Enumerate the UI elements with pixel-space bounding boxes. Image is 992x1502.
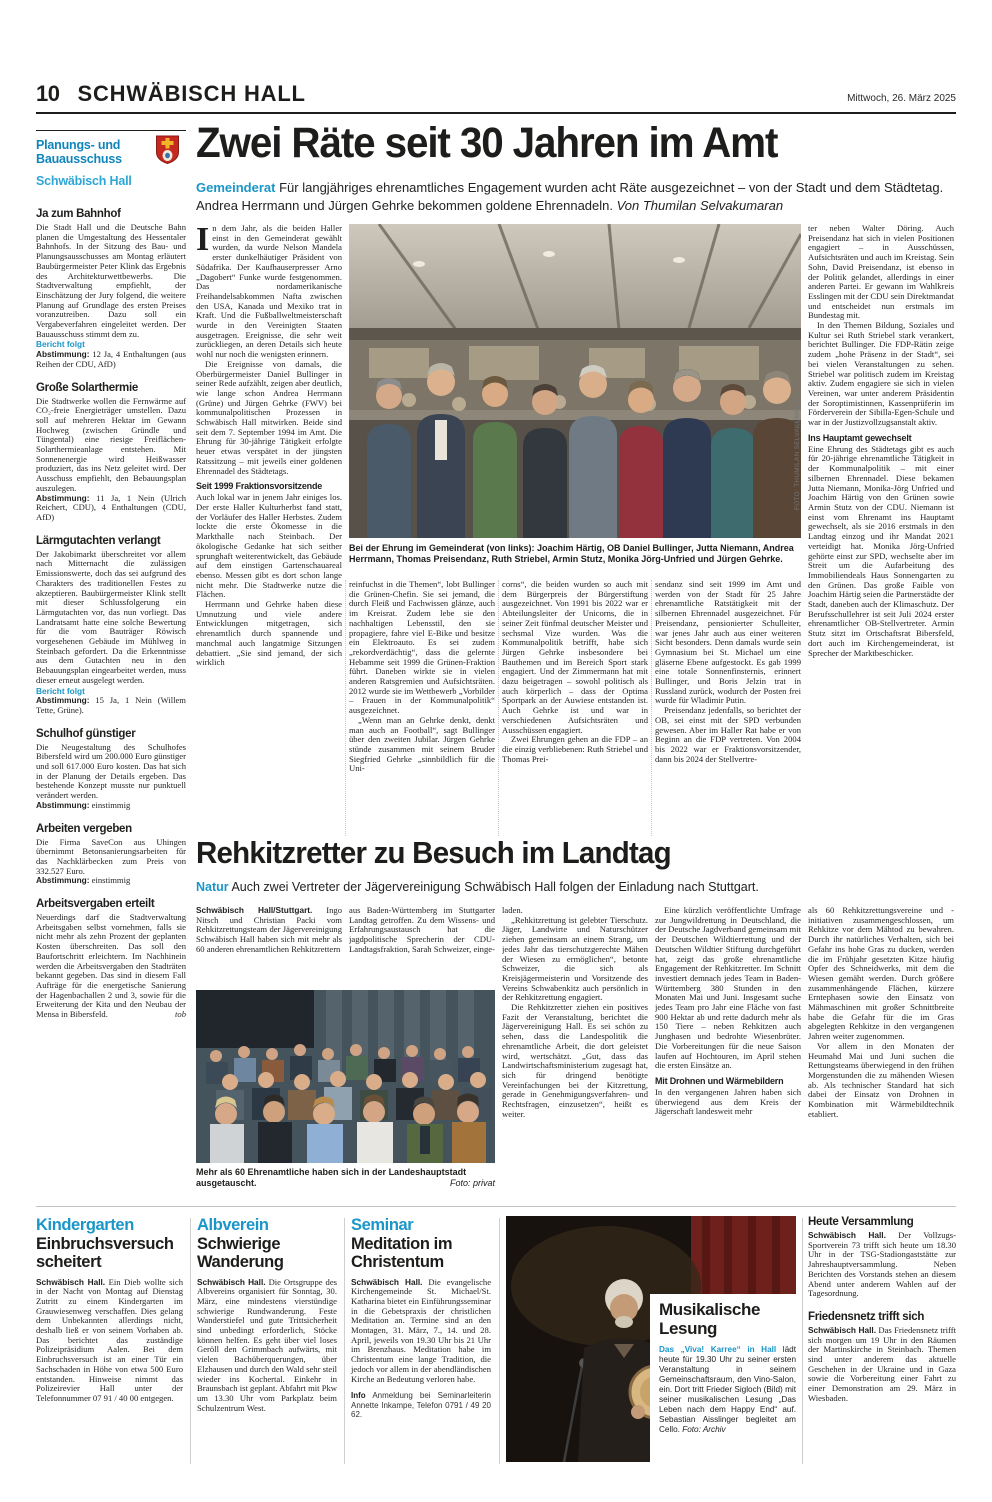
sidebar-article-text: Die Neugestaltung des Schulhofes Bibersfeld wird um 200.000 Euro günstiger und soll 617.000 Euro kosten. Das hat sich in der Planung der Details ergeben. Das bestehende Konzept musste nur punktuell verändert werden.	[36, 741, 186, 801]
report-follows-note: Bericht folgt	[36, 339, 85, 350]
crosshead: Seit 1999 Fraktionsvorsitzende	[196, 481, 323, 492]
sidebar-column	[36, 208, 186, 1032]
article-column-4: sendanz sind seit 1999 im Amt und werden von der Stadt für 25 Jahre ehrenamtliche Ratstätigkeit mit der silbernen Ehrennadel ausgezeichnet. Für Preisendanz, pensionierter Schulleiter, war jenes Jahr auch aus einer weiteren Sicht besonders. Denn damals wurde sein Gymnasium bei St. Michael um eine gläserne Ebene aufgestockt. Es gab 1999 eine totale Sonnenfinsternis, erinnert Bullinger, und Boris Jelzin trat in Russland zurück, wodurch der Posten frei wurde für Wladimir Putin. Preisendanz jedenfalls, so berichtet der OB, sei einst mit der SPD verbunden gewesen. Aber im Haller Rat habe er von Beginn an die FDP vertreten. Von 2004 bis 2022 war er Fraktionsvorsitzender, dann bis 2024 der Stellvertre-	[655, 580, 801, 764]
dateline: Schwäbisch Hall.	[808, 1230, 886, 1240]
photo-text-inset	[650, 1294, 796, 1462]
vote-result: Abstimmung: 11 Ja, 1 Nein (Ulrich Reichert, CDU), 4 Enthaltungen (CDU, AfD)	[36, 492, 186, 522]
dateline: Schwäbisch Hall.	[36, 1276, 106, 1287]
brief-kindergarten: Kindergarten Einbruchsversuch scheitert Schwäbisch Hall. Ein Dieb wollte sich in der Nacht von Montag auf Dienstag Zutritt zu einem Kindergarten im Grauwiesenweg verschaffen. Dies gelang dem Unbekannten allerdings nicht, deshalb ließ er von seinem Vorhaben ab. Das berichtet das zuständige Polizeipräsidium Aalen. Bei dem Einbruchsversuch ist an einer Tür ein Sachschaden in Höhe von etwa 500 Euro entstanden. Hinweise nimmt das Polizeirevier Hall unter der Telefonnummer 07 91 / 40 00 entgegen.	[36, 1216, 183, 1403]
sidebar-article-text: Die Firma SaveCon aus Uhingen übernimmt Betonsanierungsarbeiten für das Nachklärbecken zum Preis von 332.527 Euro.	[36, 836, 186, 876]
nature-headline: Rehkitzretter zu Besuch im Landtag	[196, 835, 671, 870]
sidebar-article-text: Der Jakobimarkt überschreitet vor allem nach Mitternacht die zulässigen Emissionswerte, doch das sei aufgrund des Charakters des traditionellen Festes zu akzeptieren. Baubürgermeister Klink stellt mit dieser Schlussfolgerung ein Lärmgutachten vor, das nun vorliegt. Das Landratsamt hatte eine solche Bewertung für die vom Bauträger Röwisch vorgesehenen Gebäude im Mühlweg in Steinbach gefordert. Da die Erkenntnisse aus dem Gutachten neu in den Bebauungsplan eingearbeitet werden, muss dieser erneut ausgelegt werden.	[36, 548, 186, 685]
nature-column-4: Eine kürzlich veröffentlichte Umfrage zur Jungwildrettung in Deutschland, die der Deutsche Jagdverband gemeinsam mit der Deutschen Wildtierrettung und der Deutschen Wildtier Stiftung durchgeführt hat, zeigt das große ehrenamtliche Engagement der Rehkitzretter. Im Schnitt investiert demnach jedes Team in Baden-Württemberg 380 Stunden in den Monaten Mai und Juni. Insgesamt suche jedes Team pro Jahr eine Fläche von fast 900 Hektar ab und rette dadurch mehr als 150 Tiere – neben Rehkitzen auch Junghasen und bedrohte Wiesenbrüter. Die Vorbereitungen für die neue Saison laufen auf Hochtouren, im April stehen die ersten Einsätze an. Mit Drohnen und Wärmebildern In den vergangenen Jahren haben sich überwiegend aus dem Kreis der Jägerschaft landesweit mehr	[655, 906, 801, 1117]
brief-kicker: Albverein	[197, 1216, 269, 1234]
article-kicker: Natur	[196, 880, 229, 894]
photo-credit: Foto: Archiv	[682, 1425, 726, 1434]
dateline: Schwäbisch Hall.	[351, 1276, 423, 1287]
main-standfirst: Gemeinderat Für langjähriges ehrenamtliches Engagement wurden acht Räte ausgezeichnet – von der Stadt und dem Städtetag. Andrea Herrmann und Jürgen Gehrke bekommen goldene Ehrennadeln. Von Thumilan Selvakumaran	[196, 180, 944, 213]
sidebar-article	[36, 728, 186, 811]
ceremony-photo	[349, 224, 801, 538]
dateline: Schwäbisch Hall/Stuttgart.	[196, 906, 313, 915]
sidebar-article-title: Arbeitsvergaben erteilt	[36, 898, 155, 911]
sidebar-kicker	[36, 130, 186, 188]
byline: Von Thumilan Selvakumaran	[616, 197, 784, 213]
venue-name: Das „Viva! Karree“ in Hall	[659, 1345, 777, 1354]
column-divider	[498, 580, 499, 836]
crosshead: Mit Drohnen und Wärmebildern	[655, 1075, 784, 1086]
landtag-group-photo	[196, 990, 495, 1163]
ceremony-photo-caption: Bei der Ehrung im Gemeinderat (von links): Joachim Härtig, OB Daniel Bullinger, Jutta Niemann, Andrea Herrmann, Thomas Preisendanz, Ruth Striebel, Armin Stutz, Monika Jörg-Unfried und Jürgen Gehrke.	[349, 543, 794, 564]
crosshead: Ins Hauptamt gewechselt	[808, 432, 912, 443]
section-title: SCHWÄBISCH HALL	[77, 81, 306, 106]
vote-result: Abstimmung: 12 Ja, 4 Enthaltungen (aus Reihen der CDU, AfD)	[36, 349, 186, 369]
column-divider	[499, 1218, 500, 1464]
schwaebisch-hall-crest-icon	[155, 135, 180, 170]
sidebar-article	[36, 823, 186, 887]
vote-result: Abstimmung: einstimmig	[36, 875, 131, 886]
sidebar-article-text: Die Stadtwerke wollen die Fernwärme auf CO₂-freie Energieträger umstellen. Dazu soll auf mehreren Hektar im Gewann Hochweg (zwischen Gründle und Tüngental) eine riesige Freiflächen-Solarthermieanlage entstehen. Mit Sonnenenergie wird Heißwasser produziert, das ins Netz geleitet wird. Der Ausschuss empfiehlt, den Bebauungsplan auszulegen.	[36, 395, 186, 493]
photo-credit: Foto: privat	[445, 1178, 495, 1189]
dateline: Schwäbisch Hall.	[197, 1276, 266, 1287]
sidebar-article-title: Lärmgutachten verlangt	[36, 534, 161, 547]
brief-headline: Friedensnetz trifft sich	[808, 1310, 925, 1323]
author-initials: tob	[171, 1010, 186, 1020]
main-headline: Zwei Räte seit 30 Jahren im Amt	[196, 119, 778, 167]
info-note: Info Anmeldung bei Seminarleiterin Annette Inkampe, Telefon 0791 / 49 20 62.	[351, 1391, 492, 1420]
kicker-line-2: Bauausschuss	[36, 152, 122, 166]
brief-right-column	[808, 1216, 956, 1404]
sidebar-article	[36, 535, 186, 716]
brief-seminar: Seminar Meditation im Christentum Schwäbisch Hall. Die evangelische Kirchengemeinde St. Michael/St. Katharina bietet ein Einführungsseminar in die Gebetspraxis der christlichen Meditation an. Termine sind an den Montagen, 31. März, 7., 14. und 28. April, jeweils von 19.30 Uhr bis 21 Uhr im Brenzhaus. Meditation habe im Christentum eine lange Tradition, die jedoch vor allem in der abendländischen Kirche an Bedeutung verloren habe. Info Anmeldung bei Seminarleiterin Annette Inkampe, Telefon 0791 / 49 20 62.	[351, 1216, 492, 1420]
brief-versammlung: Heute Versammlung Schwäbisch Hall. Der Vollzugs-Sportverein 73 trifft sich heute um 18.30 Uhr in der TSG-Stadiongaststätte zur Jahreshauptversammlung. Neben Berichten des Vorstands stehen an diesem Abend unter anderem Wahlen auf der Tagesordnung.	[808, 1216, 956, 1299]
section-divider	[36, 1206, 956, 1207]
sidebar-article	[36, 382, 186, 523]
nature-column-1: Schwäbisch Hall/Stuttgart. Ingo Nitsch und Christian Packi vom Rehkitzrettungsteam der Jägervereinigung Schwäbisch Hall haben sich mit mehr als 60 anderen ehrenamtlichen Rehkitzrettern	[196, 906, 342, 954]
sidebar-article-title: Große Solarthermie	[36, 381, 138, 394]
brief-kicker: Seminar	[351, 1216, 414, 1234]
article-column-1: In dem Jahr, als die beiden Haller einst in den Gemeinderat gewählt wurden, da wurde Nelson Mandela erster dunkelhäutiger Präsident von Südafrika. Der Kaufhauserpresser Arno „Dagobert“ Funke wurde festgenommen. Das nordamerikanische Freihandelsabkommen Nafta zwischen den USA, Kanada und Mexiko trat in Kraft. Und die Fußballweltmeisterschaft wurde in den Vereinigten Staaten ausgetragen. Ereignisse, die sehr weit zurückliegen, an deren Details sich heute wohl nur noch die wenigsten erinnern. Die Ereignisse von damals, die Oberbürgermeister Daniel Bullinger in seiner Rede aufzählt, zeigen aber deutlich, wie lange schon Andrea Herrmann (Grüne) und Jürgen Gehrke (FWV) bei kommunalpolitischen Prozessen in Schwäbisch Hall mitwirken. Beide sind seit dem 7. September 1994 im Amt. Die Ehrung für 30-jährige Tätigkeit erfolgte heuer etwas verspätet in der jüngsten Ratssitzung – mit jeweils einer goldenen Ehrennadel des Städtetags. Seit 1999 Fraktionsvorsitzende Auch lokal war in jenem Jahr einiges los. Der erste Haller Kulturherbst fand statt, der Vorläufer des Haller Herbstes. Zudem lockte die erste Ökomesse in die Markthalle nach Steinbach. Der ökologische Gedanke hat sich seither sprunghaft weiterentwickelt, das Gebäude auf dem einstigen Gartenschauareal ebenso. Messen gibt es dort schon lange nicht mehr. Die Stadtwerke nutze die Flächen. Herrmann und Gehrke haben diese Umnutzung und viele andere Entwicklungen mitgetragen, sich ehrenamtlich durch spannende und manchmal auch langatmige Sitzungen debattiert. „Sie sind jemand, der sich wirklich	[196, 224, 342, 668]
sidebar-article-text: Neuerdings darf die Stadtverwaltung Arbeitsgaben selbst vornehmen, falls sie nicht mehr als zehn Prozent der geplanten Kosten überschreiten. Das soll den Baufortschritt erleichtern. Im Nachhinein werden die Arbeitsvergaben den Stadträten bekannt gegeben. Das sind in diesem Fall Aufträge für die energetische Sanierung der Hagenbachallen 2 und 3, sowie für die Erweiterung der Kita und den Neubau der Mensa in Bibersfeld. tob	[36, 912, 186, 1020]
dateline: Schwäbisch Hall.	[808, 1324, 877, 1335]
vote-result: Abstimmung: 15 Ja, 1 Nein (Willem Tette, Grüne).	[36, 695, 186, 715]
landtag-photo-caption: Mehr als 60 Ehrenamtliche haben sich in der Landeshauptstadt ausgetauscht. Foto: privat	[196, 1167, 495, 1188]
article-column-5: ter neben Walter Döring. Auch Preisendanz hat sich in vielen Positionen engagiert – in Ausschüssen, Aufsichtsräten und auch im Kreistag. Sein Sohn, David Preisendanz, ist ebenso in der Politik gelandet, allerdings in einer anderen Partei. Er gewann im Wahlkreis Esslingen mit der CDU sein Direktmandat und entscheidet nun erstmals im Bundestag mit. In den Themen Bildung, Soziales und Kultur sei Ruth Striebel stark verankert, berichtet Bullinger. Die FDP-Rätin zeige zudem „hohe Präsenz in der Stadt“, sei bei vielen Veranstaltungen zu sehen. Striebel war politisch zudem im Kreistag aktiv. Zudem engagiere sie sich in vielen Vereinen, war unter anderem Präsidentin der Soroptimistinnen, Kassenprüferin im Förderverein der Sibilla-Egen-Schule und war in der Justizvollzugsanstalt aktiv. Ins Hauptamt gewechselt Eine Ehrung des Städtetags gibt es auch für 20-jährige ehrenamtliche Tätigkeit in der Kommunalpolitik – mit einer silbernen Ehrennadel. Diese bekamen Jutta Niemann, Monika-Jörg Unfried und Joachim Härtig von den Grünen sowie Armin Stutz von der CDU. Niemann ist einst vom Ehrenamt ins Hauptamt gewechselt, als sie 2016 erstmals in den Landtag einzog und ihr Mandat 2021 verteidigt hat. Monika Jörg-Unfried gehörte einst zur SPD, wechselte aber im Streit um die Aufarbeitung des Immobiliendeals Haus Sonnengarten zu den Grünen. Das große Faible von Joachim Härtig seien die Partnerstädte der Stadt, daneben auch der Klimaschutz. Der Berufsschullehrer ist seit Juli 2024 erster ehrenamtlicher OB-Stellvertreter. Armin Stutz sitzt im Ortschaftsrat Bibersfeld, dort auch im Kirchengemeinderat, ist Sprecher der Marktbeschicker.	[808, 224, 954, 658]
nature-column-5: als 60 Rehkitzrettungsvereine und -initiativen zusammengeschlossen, um Rehkitze vor dem Mähtod zu bewahren. Durch ihr natürliches Verhalten, sich bei Gefahr ins hohe Gras zu ducken, werden die im Frühjahr gesetzten Kitze häufig Opfer des Schneidwerks, mit dem die Wiesen gemäht werden. Durch größere zusammenhängende Flächen, kürzere Erntephasen sowie den Einsatz von Mähmaschinen mit großer Schnittbreite habe die Gefahr für die im Gras abgelegten Rehkitze in den vergangenen Jahren weiter zugenommen. Vor allem in den Monaten der Heumahd Mai und Juni suchen die Rettungsteams überwiegend in den frühen Morgenstunden die zu mähenden Wiesen ab. Als technischer Standard hat sich dabei der Einsatz von Drohnen in Kombination mit Wärmebildtechnik etabliert.	[808, 906, 954, 1119]
drop-cap: I	[196, 224, 210, 258]
kicker-city: Schwäbisch Hall	[36, 174, 132, 188]
page-date: Mittwoch, 26. März 2025	[847, 93, 956, 104]
page-header	[36, 82, 956, 106]
sidebar-article-text: Die Stadt Hall und die Deutsche Bahn planen die Umgestaltung des Hessentaler Bahnhofs. In der Sitzung des Bau- und Planungsausschusses am Montag erläutert Baubürgermeister Peter Klink das Ergebnis des Architekturwettbewerbs. Die Stadtverwaltung empfiehlt, der Einschätzung der Jury folgend, die weitere Planung auf Grundlage des ersten Preises voranzutreiben. Dazu soll ein Vergabeverfahren eingeleitet werden. Der Bauausschuss stimmt dem zu.	[36, 222, 186, 339]
sidebar-article-title: Arbeiten vergeben	[36, 822, 132, 835]
sidebar-article-title: Schulhof günstiger	[36, 727, 136, 740]
report-follows-note: Bericht folgt	[36, 685, 85, 696]
brief-headline: Heute Versammlung	[808, 1216, 914, 1228]
article-column-3: corns“, die beiden wurden so auch mit dem Bürgerpreis der Bürgerstiftung ausgezeichnet. Von 1991 bis 2022 war er Abteilungsleiter der Unicorns, die in seiner Zeit fünfmal deutscher Meister und sechsmal Vize wurden. Was die Kommunalpolitik betrifft, habe sich Jürgen Gehrke insbesondere bei Bauthemen und im Bereich Sport stark engagiert. Und der Zimmermann hat mit dazu beigetragen – sowohl politisch als auch körperlich – dass der Optima Sportpark an der Auwiese entstanden ist. Auch Gehrke ist und war in verschiedenen Aufsichtsräten und Ausschüssen engagiert. Zwei Ehrungen gehen an die FDP – an die einzig verbliebenen: Ruth Striebel und Thomas Prei-	[502, 580, 648, 764]
article-column-2: reinfuchst in die Themen“, lobt Bullinger die Grünen-Chefin. Sie sei jemand, die durch Fleiß und Fachwissen glänze, auch im Kreisrat. Zudem lebe sie den nachhaltigen Lebensstil, den sie propagiere, fahre viel E-Bike und besitze ein Elektroauto. Es sei zudem „rekordverdächtig“, dass die gelernte Hebamme seit 1999 die Grünen-Fraktion führt. Daneben wirkte sie in vielen anderen Ratsgremien und Aufsichtsräten. 2012 wurde sie im Wettbewerb „Vorbilder – Frauen in der Kommunalpolitik“ ausgezeichnet. „Wenn man an Gehrke denkt, denkt man auch an Football“, sagt Bullinger über den zweiten Jubilar. Jürgen Gehrke stünde zusammen mit seinem Bruder Siegfried Gehrke „sinnbildlich für die Uni-	[349, 580, 495, 774]
nature-column-2: aus Baden-Württemberg im Stuttgarter Landtag getroffen. Zu dem Wissens- und Erfahrungsaustausch hat die jagdpolitische Sprecherin der CDU-Landtagsfraktion, Sarah Schweizer, einge-	[349, 906, 495, 954]
sidebar-article-title: Ja zum Bahnhof	[36, 208, 121, 220]
kicker-line-1: Planungs- und	[36, 138, 121, 152]
nature-standfirst: Natur Auch zwei Vertreter der Jägervereinigung Schwäbisch Hall folgen der Einladung nach Stuttgart.	[196, 880, 759, 894]
sidebar-article	[36, 208, 186, 370]
brief-albverein: Albverein Schwierige Wanderung Schwäbisch Hall. Die Ortsgruppe des Albvereins organisiert für Sonntag, 30. März, eine mindestens vierstündige schwierige Rundwanderung. Feste Wanderstiefel und gute Trittsicherheit sind unbedingt erforderlich, Stöcke können helfen. Es geht über viel loses Geröll den Grimmbach aufwärts, mit vielen Bachüberquerungen, über Elzhausen und durch den Wald sehr steil wieder ins Kochertal. Einkehr in Braunsbach ist geplant. Abfahrt mit Pkw um 13.30 Uhr vom Parkplatz beim Schulzentrum West.	[197, 1216, 338, 1413]
brief-friedensnetz: Friedensnetz trifft sich Schwäbisch Hall. Das Friedensnetz trifft sich morgen um 19 Uhr in den Räumen der Martinskirche in Steinbach. Themen sind unter anderem das aktuelle Geschehen in der Ukraine und in Gaza sowie die Vorbereitung einer Fahrt zu einer Demonstration am 29. März in Wiesbaden.	[808, 1310, 956, 1403]
column-divider	[802, 1218, 803, 1464]
sidebar-article	[36, 898, 186, 1020]
brief-headline: Schwierige Wanderung	[197, 1234, 284, 1271]
nature-column-3: laden. „Rehkitzrettung ist gelebter Tierschutz. Jäger, Landwirte und Naturschützer ziehen gemeinsam an einem Strang, um jedes Jahr das tierschutzgerechte Mähen der Wiesen zu ermöglichen“, betonte Schweizer, die sich als Kreisjägermeisterin und Vorsitzende des Vereins Schwabenkitz auch persönlich in der Rehkitzrettung engagiert. Die Rehkitzretter ziehen ein positives Fazit der Veranstaltung, berichtet die Jägervereinigung Hall. Es sei schön zu sehen, dass die Landespolitik die ehrenamtliche Arbeit, die dort geleistet wird, wertschätzt. „Gut, dass das Landwirtschaftsministerium zugesagt hat, sich für dringend benötigte Vereinfachungen bei der Kitzrettung, gerade in Genehmigungsverfahren- und Rechtsfragen, einzusetzen“, heißt es weiter.	[502, 906, 648, 1119]
photo-credit-vertical: FOTO: THUMILAN SELVAKUMARAN	[794, 393, 801, 510]
article-kicker: Gemeinderat	[196, 180, 276, 195]
lesung-text: Das „Viva! Karree“ in Hall lädt heute für 19.30 Uhr zu seiner ersten Veranstaltung in seinem Gemeinschaftsraum, den Vino-Salon, ein. Dort tritt Frieder Sigloch (Bild) mit seiner musikalischen Lesung „Das Leben nach dem Happy End“ auf. Sebastian Aisslinger begleitet am Cello. Foto: Archiv	[659, 1345, 796, 1434]
page-number: 10	[36, 81, 60, 106]
musician-photo	[506, 1216, 796, 1462]
column-divider	[190, 1218, 191, 1464]
column-divider	[345, 580, 346, 836]
column-divider	[344, 1218, 345, 1464]
brief-headline: Meditation im Christentum	[351, 1234, 453, 1271]
brief-headline: Einbruchsversuch scheitert	[36, 1234, 174, 1271]
header-rule	[36, 112, 956, 114]
column-divider	[651, 580, 652, 836]
lesung-headline: Musikalische Lesung	[659, 1300, 761, 1338]
brief-kicker: Kindergarten	[36, 1216, 134, 1234]
vote-result: Abstimmung: einstimmig	[36, 799, 131, 810]
